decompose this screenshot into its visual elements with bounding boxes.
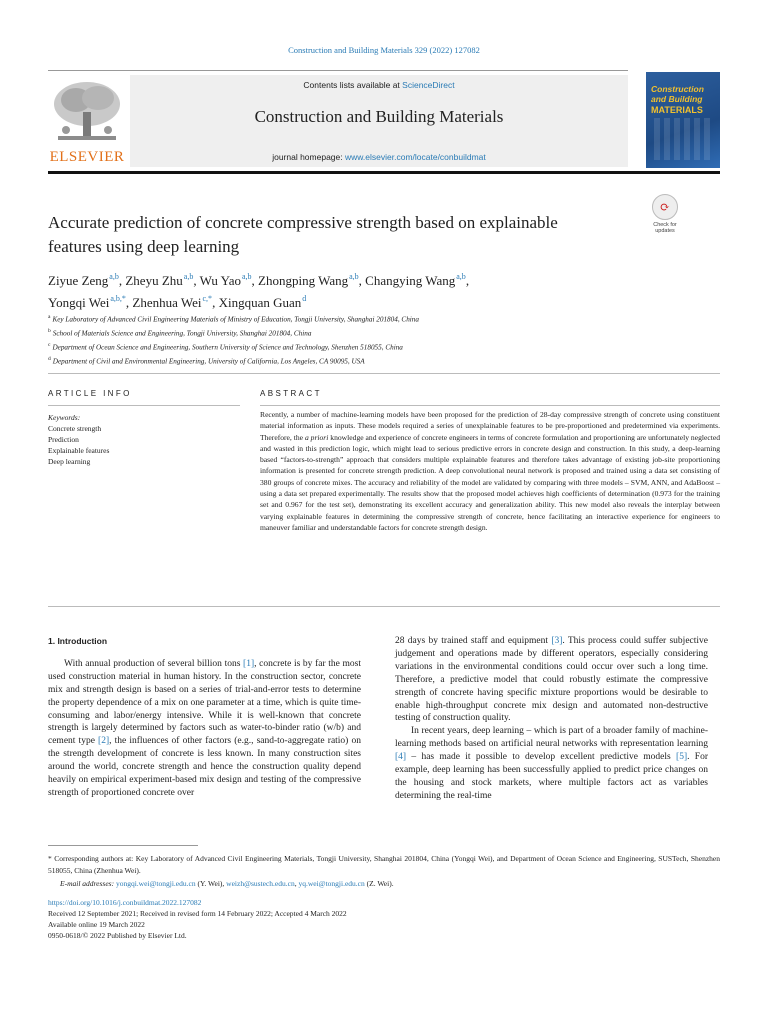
- affiliation-list: [48, 312, 720, 368]
- body-paragraph: [48, 658, 361, 800]
- sciencedirect-link[interactable]: ScienceDirect: [402, 80, 455, 90]
- affiliation-text: Department of Ocean Science and Engineering, Southern University of Science and Technology, Shenzhen 518055, China: [52, 343, 403, 352]
- journal-title: Construction and Building Materials: [254, 107, 504, 126]
- journal-homepage-link[interactable]: www.elsevier.com/locate/conbuildmat: [344, 152, 486, 162]
- email-label: E-mail addresses:: [60, 879, 115, 888]
- body-text: . This process could suffer subjective judgement and operations made by different operators, especially considering variations in the environmental conditions could occur over such a long time. Therefore, a predictive model that could robustly estimate the compressive strength of concrete having specific mixture proportions would be desirable to enable high-throughput concrete mix design and automated non-destructive testing of construction quality.: [395, 636, 708, 724]
- homepage-prefix: journal homepage:: [272, 152, 345, 162]
- keywords-label: Keywords:: [48, 413, 81, 422]
- body-paragraph: [395, 725, 708, 802]
- received-dates: Received 12 September 2021; Received in revised form 14 February 2022; Accepted 4 March 2022: [48, 909, 347, 918]
- email-addresses: [60, 878, 720, 890]
- author-affiliation-marker[interactable]: a,b: [183, 272, 194, 281]
- keyword-item: Concrete strength: [48, 424, 102, 433]
- affiliation-text: School of Materials Science and Engineering, Tongji University, Shanghai 201804, China: [52, 329, 312, 338]
- author-list: [48, 268, 720, 312]
- abstract-heading: ABSTRACT: [260, 389, 322, 398]
- abstract-text: [260, 409, 720, 533]
- author-separator: ,: [125, 295, 133, 310]
- affiliation-item: [48, 354, 720, 368]
- contents-available-line: [130, 80, 628, 90]
- body-text: , concrete is by far the most used construction material in human history. In the construction sector, concrete mix and strength design is based on a series of trial-and-error tests to determine the property dependence of a mix on one parameter at a time, which is quite time-consuming and labor/energy intensive. While it is well-known that concrete strength is largely determined by factors such as water-to-binder ratio (w/b) and cement type: [48, 658, 361, 747]
- author-separator: ,: [193, 273, 200, 288]
- keyword-item: Prediction: [48, 435, 79, 444]
- available-online-date: Available online 19 March 2022: [48, 920, 145, 929]
- header-bottom-rule: [48, 171, 720, 174]
- cover-title-line1: Construction: [651, 84, 704, 94]
- email-owner: (Z. Wei).: [364, 879, 394, 888]
- author-separator: ,: [465, 273, 470, 288]
- journal-cover-thumbnail[interactable]: [646, 72, 720, 168]
- body-text: With annual production of several billion tons: [64, 658, 244, 669]
- reference-link[interactable]: [1]: [243, 658, 255, 669]
- author-separator: ,: [212, 295, 219, 310]
- keyword-item: Deep learning: [48, 457, 91, 466]
- author-separator: ,: [251, 273, 259, 288]
- check-for-updates-badge[interactable]: [648, 194, 682, 238]
- body-column-left: [48, 635, 361, 800]
- author-name[interactable]: Zhongping Wang: [258, 273, 349, 288]
- paper-title: Accurate prediction of concrete compressive strength based on explainable features using deep learning: [48, 213, 558, 256]
- check-updates-label: Check for updates: [653, 222, 677, 234]
- affiliation-key: b: [48, 327, 51, 334]
- body-text: In recent years, deep learning – which is part of a broader family of machine-learning methods based on artificial neural networks with representation learning: [395, 726, 708, 750]
- email-link[interactable]: yongqi.wei@tongji.edu.cn: [115, 879, 196, 888]
- affiliation-key: c: [48, 341, 51, 348]
- author-name[interactable]: Yongqi Wei: [48, 295, 110, 310]
- author-separator: ,: [118, 273, 126, 288]
- author-name[interactable]: Changying Wang: [365, 273, 456, 288]
- cover-title-line3: MATERIALS: [651, 105, 703, 115]
- author-affiliation-marker[interactable]: a,b: [349, 272, 359, 281]
- cover-title-line2: and Building: [651, 94, 703, 104]
- check-updates-icon: ⟳: [652, 194, 678, 220]
- author-affiliation-marker[interactable]: c,*: [202, 294, 213, 303]
- email-link[interactable]: weizh@sustech.edu.cn: [226, 879, 295, 888]
- keywords-block: [48, 412, 238, 467]
- affiliation-text: Department of Civil and Environmental Engineering, University of California, Los Angeles, CA 90095, USA: [52, 357, 365, 366]
- section-divider: [48, 606, 720, 607]
- author-name[interactable]: Ziyue Zeng: [48, 273, 109, 288]
- footnote-rule: [48, 845, 198, 846]
- author-affiliation-marker[interactable]: a,b: [241, 272, 252, 281]
- abstract-part: knowledge and experience of concrete engineers in terms of concrete formulation and proportioning are unfortunately neglected and wasted in this prediction logic, which might lead to serious predictive errors in concrete design and construction. In this study, a deep-learning based “factors-to-strength” approach that considers multiple explainable features and therefore takes advantage of existing job-site proportioning information is presented for concrete strength prediction. A deep convolutional neural network is proposed and trained using a data set consisting of 380 groups of concrete mixes. The accuracy and reliability of the model are validated by comparing with three models – SVM, ANN, and AdaBoost – using a data set prepared experimentally. The results show that the proposed model achieves high coefficients of determination (0.973 for the training set and 0.967 for the test set), demonstrating its excellent accuracy and generalization ability. This new model also reveals the interplay between varying explainable features in determining the compressive strength of concrete, hence facilitating an interactive experience for engineers to maneuver familiar and understandable factors for concrete strength design.: [260, 432, 720, 532]
- email-link[interactable]: yq.wei@tongji.edu.cn: [298, 879, 365, 888]
- body-column-right: [395, 635, 708, 803]
- reference-link[interactable]: [3]: [551, 636, 563, 646]
- affiliation-key: a: [48, 314, 51, 320]
- author-affiliation-marker[interactable]: d: [302, 294, 307, 303]
- author-affiliation-marker[interactable]: a,b: [456, 272, 466, 281]
- body-text: . For example, deep learning has been successfully applied to predict price changes on the housing and stock markets, where multiple factors act as variables determining the real-time: [395, 752, 709, 801]
- email-owner: ,: [294, 879, 299, 888]
- body-text: , the influences of other factors (e.g., sand-to-aggregate ratio) on the strength development of concrete is less known. In many construction sites around the world, concrete strength and hence the construction quality depend heavily on empirical experiment-based mix design and testing of the compressive strength of proportioned concrete over: [48, 736, 361, 798]
- section-heading: 1. Introduction: [48, 636, 108, 646]
- author-name[interactable]: Zheyu Zhu: [125, 273, 183, 288]
- copyright-line: 0950-0618/© 2022 Published by Elsevier Ltd.: [48, 931, 187, 940]
- affiliation-item: [48, 326, 720, 340]
- affiliation-item: [48, 312, 720, 326]
- corresponding-author-footnote: * Corresponding authors at: Key Laboratory of Advanced Civil Engineering Materials, Tongji University, Shanghai 201804, China (Yongqi Wei), and Department of Ocean Science and Engineering, SUSTech, Shenzhen 518055, China (Zhenhua Wei).: [48, 854, 720, 875]
- abstract-italic: a priori: [304, 432, 329, 442]
- body-text: – has made it possible to develop excellent predictive models: [406, 752, 677, 763]
- affiliation-item: [48, 340, 720, 354]
- author-name[interactable]: Zhenhua Wei: [132, 295, 202, 310]
- author-name[interactable]: Wu Yao: [199, 273, 241, 288]
- header-top-rule: [48, 70, 628, 71]
- abstract-part: Recently, a number of machine-learning models have been proposed for the prediction of 28-day compressive strength of concrete using constituent material information as inputs. These models required a series of unexplainable features to be pre-proportioned and predetermined via experiments. Therefore, the: [260, 410, 720, 442]
- elsevier-wordmark: ELSEVIER: [49, 149, 125, 165]
- author-name[interactable]: Xingquan Guan: [218, 295, 302, 310]
- elsevier-logo[interactable]: [48, 78, 126, 166]
- journal-homepage-line: [130, 152, 628, 162]
- journal-citation-link[interactable]: Construction and Building Materials 329 (2022) 127082: [288, 45, 480, 55]
- affiliation-key: d: [48, 355, 51, 362]
- reference-link[interactable]: [5]: [676, 752, 688, 763]
- contents-prefix: Contents lists available at: [303, 80, 403, 90]
- email-owner: (Y. Wei),: [195, 879, 227, 888]
- keyword-item: Explainable features: [48, 446, 110, 455]
- article-info-heading: ARTICLE INFO: [48, 389, 132, 398]
- author-affiliation-marker[interactable]: a,b: [109, 272, 119, 281]
- reference-link[interactable]: [4]: [395, 752, 407, 763]
- publication-info: [48, 897, 720, 941]
- article-info-rule: [48, 405, 240, 406]
- cover-decoration: [654, 118, 712, 160]
- doi-link[interactable]: https://doi.org/10.1016/j.conbuildmat.2022.127082: [48, 898, 202, 907]
- affiliation-text: Key Laboratory of Advanced Civil Engineering Materials of Ministry of Education, Tongji University, Shanghai 201804, China: [52, 315, 419, 324]
- author-separator: ,: [358, 273, 366, 288]
- reference-link[interactable]: [2]: [98, 736, 110, 747]
- author-affiliation-marker[interactable]: a,b,*: [110, 294, 126, 303]
- section-divider: [48, 373, 720, 374]
- elsevier-tree-icon: [48, 78, 126, 146]
- body-text: 28 days by trained staff and equipment: [395, 636, 552, 646]
- abstract-rule: [260, 405, 720, 406]
- body-paragraph: [395, 635, 708, 725]
